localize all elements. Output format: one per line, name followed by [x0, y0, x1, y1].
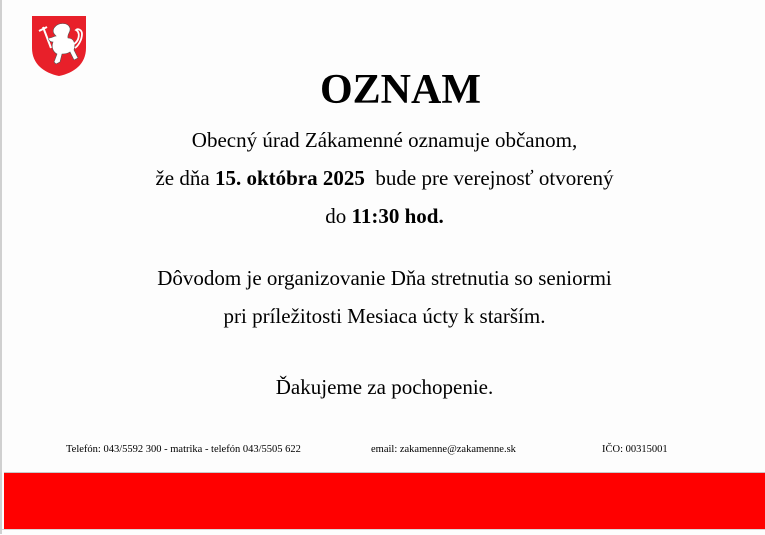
- announcement-paragraph: [2, 121, 765, 235]
- reason-line-2: pri príležitosti Mesiaca úcty k starším.: [223, 304, 546, 328]
- reason-paragraph: [2, 259, 765, 335]
- closing-time: 11:30 hod.: [351, 204, 444, 228]
- announcement-line-1: Obecný úrad Zákamenné oznamuje občanom,: [191, 128, 578, 152]
- thanks-text: Ďakujeme za pochopenie.: [275, 375, 494, 399]
- announcement-line-3: do 11:30 hod.: [325, 204, 444, 228]
- footer-red-band: [4, 472, 765, 530]
- footer-ico: IČO: 00315001: [602, 444, 668, 455]
- footer-email: email: zakamenne@zakamenne.sk: [371, 444, 516, 455]
- notice-title: OZNAM: [320, 67, 481, 113]
- footer-phone: Telefón: 043/5592 300 - matrika - telefón 043/5505 622: [66, 444, 301, 455]
- reason-line-1: Dôvodom je organizovanie Dňa stretnutia so seniormi: [157, 266, 612, 290]
- event-date: 15. októbra 2025: [214, 166, 365, 190]
- page-bottom-edge: [2, 529, 765, 535]
- announcement-line-2: že dňa 15. októbra 2025 bude pre verejnosť otvorený: [155, 166, 614, 190]
